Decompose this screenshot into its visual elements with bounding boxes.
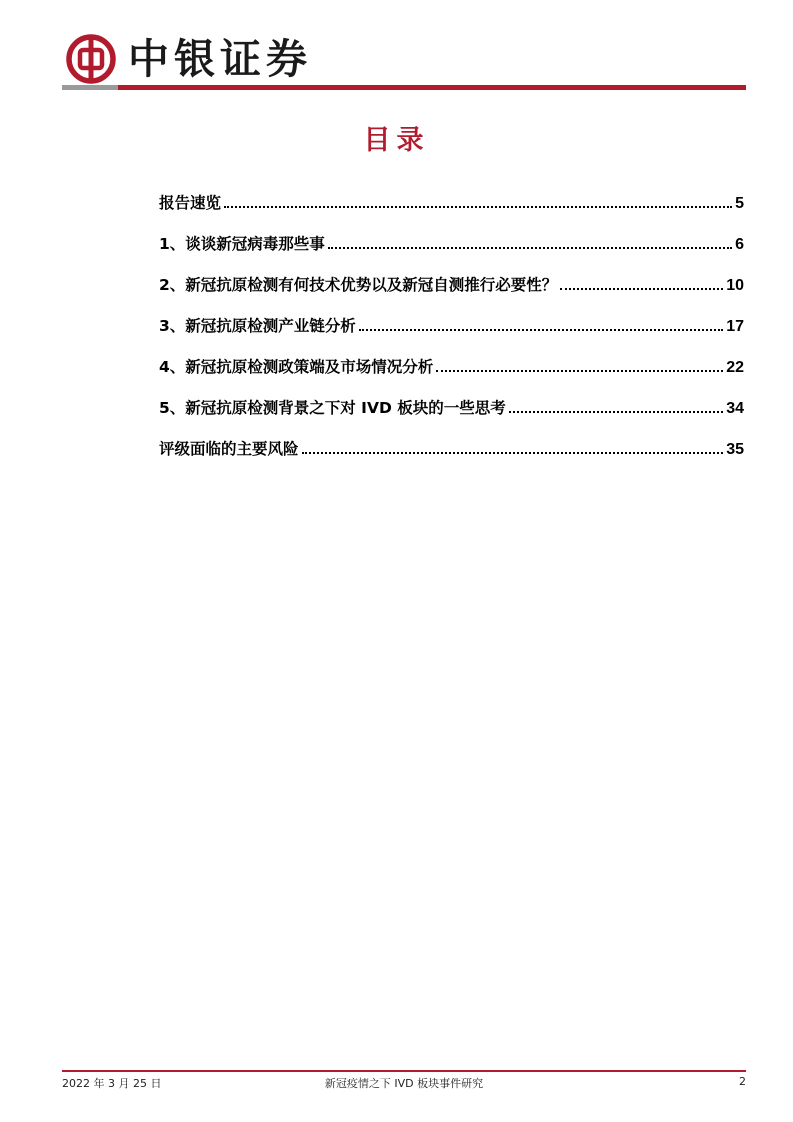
brand-name: 中银证券 [128,35,312,83]
toc-entry-section-5[interactable] [159,377,744,418]
toc-entry-risks[interactable] [159,418,744,459]
page-header [62,30,746,92]
table-of-contents [159,172,744,459]
toc-entry-text: 3、新冠抗原检测产业链分析 [159,317,356,335]
toc-entry-text: 4、新冠抗原检测政策端及市场情况分析 [159,358,434,376]
toc-entry-section-4[interactable] [159,336,744,377]
toc-entry-section-2[interactable] [159,254,744,295]
toc-entry-section-1[interactable] [159,213,744,254]
toc-entry-text: 评级面临的主要风险 [159,440,299,458]
toc-leader-dots [509,411,723,413]
toc-leader-dots [436,370,723,372]
toc-leader-dots [359,329,723,331]
toc-entry-text: 2、新冠抗原检测有何技术优势以及新冠自测推行必要性？ [159,276,558,294]
toc-entry-page: 17 [726,318,744,335]
toc-entry-page: 10 [726,277,744,294]
toc-title: 目录 [363,125,430,156]
toc-entry-page: 22 [726,359,744,376]
toc-entry-page: 35 [726,441,744,458]
header-divider [62,85,746,90]
toc-leader-dots [302,452,724,454]
toc-entry-section-3[interactable] [159,295,744,336]
toc-entry-page: 6 [735,236,744,253]
toc-leader-dots [224,206,732,208]
toc-leader-dots [560,288,723,290]
toc-entry-page: 5 [735,195,744,212]
toc-entry-text: 5、新冠抗原检测背景之下对 IVD 板块的一些思考 [159,399,506,417]
footer-date: 2022 年 3 月 25 日 [62,1077,162,1090]
bank-of-china-logo-icon [66,34,116,84]
toc-entry-page: 34 [726,400,744,417]
footer-divider [62,1070,746,1072]
toc-entry-overview[interactable] [159,172,744,213]
toc-leader-dots [328,247,732,249]
footer-page-number: 2 [739,1075,746,1088]
footer-report-title: 新冠疫情之下 IVD 板块事件研究 [324,1077,484,1090]
toc-entry-text: 报告速览 [159,194,222,212]
toc-entry-text: 1、谈谈新冠病毒那些事 [159,235,325,253]
